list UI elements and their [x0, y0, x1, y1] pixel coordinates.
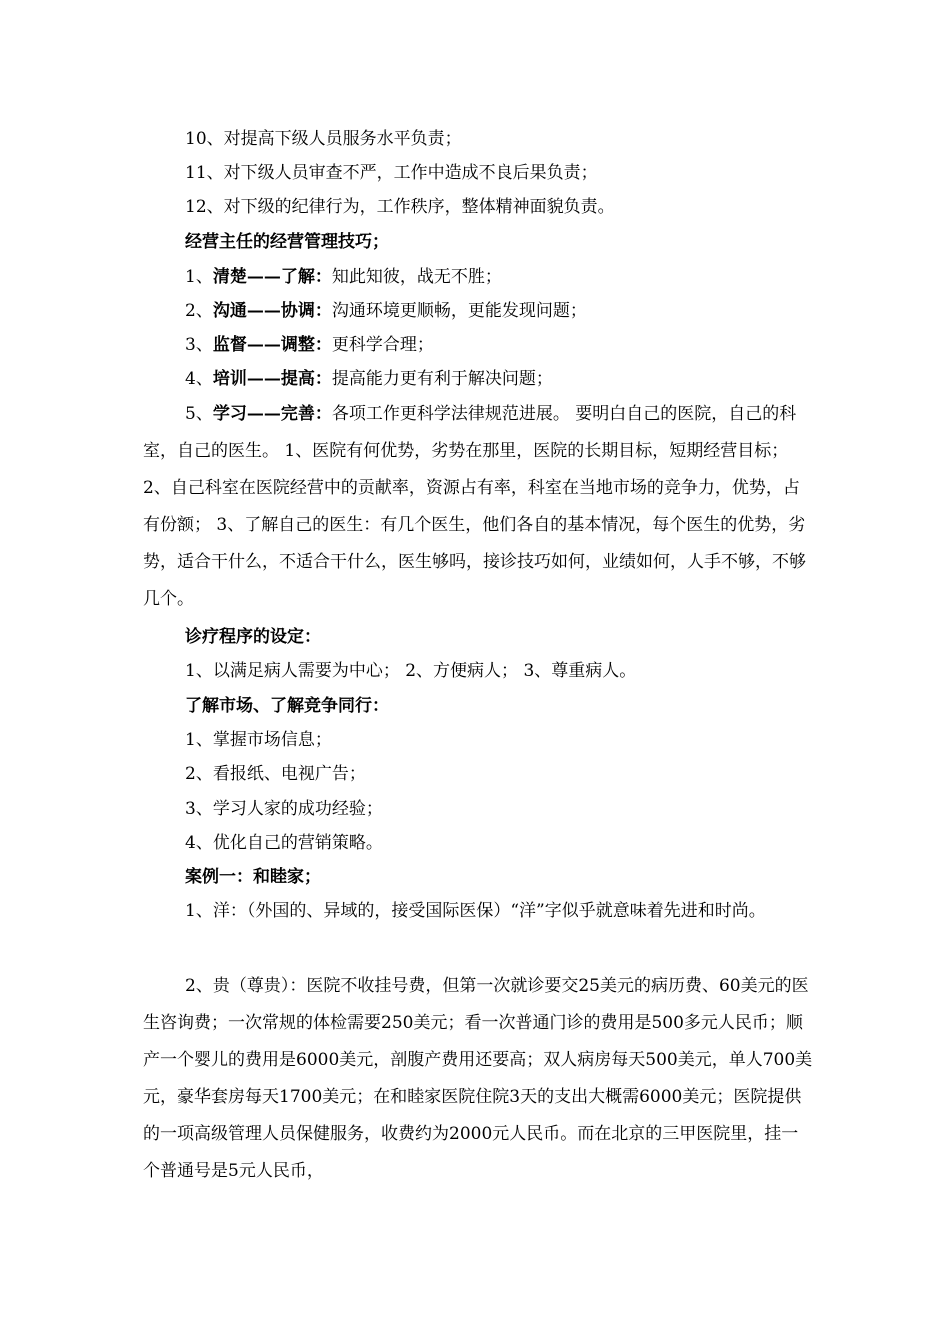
case-item-expensive: 2、贵（尊贵）：医院不收挂号费，但第一次就诊要交25美元的病历费、60美元的医生咨询费；一次常规的体检需要250美元；看一次普通门诊的费用是500多元人民币；顺产一个婴儿的费用是6000美元，剖腹产费用还要高；双人病房每天500美元，单人700美元，豪华套房每天1700美元；在和睦家医院住院3天的支出大概需6000美元；医院提供的一项高级管理人员保健服务，收费约为2000元人民币。而在北京的三甲医院里，挂一个普通号是5元人民币，	[143, 976, 813, 1181]
market-item: 1、掌握市场信息；	[185, 730, 332, 750]
skill-lead: 培训——提高：	[212, 369, 332, 389]
heading-case-one: 案例一：和睦家；	[185, 867, 321, 887]
skill-item-1	[143, 259, 815, 296]
responsibility-line-11: 11、对下级人员审查不严，工作中造成不良后果负责；	[185, 163, 598, 183]
skill-number: 3、	[185, 335, 213, 355]
skill-item-4	[143, 361, 815, 398]
skill-lead: 学习——完善：	[212, 404, 332, 424]
skill-lead: 清楚——了解：	[212, 267, 332, 287]
skill-number: 2、	[185, 301, 213, 321]
skill-text: 沟通环境更顺畅，更能发现问题；	[331, 301, 587, 321]
heading-procedure: 诊疗程序的设定：	[185, 627, 321, 647]
market-item: 3、学习人家的成功经验；	[185, 799, 383, 819]
skill-text: 各项工作更科学法律规范进展。 要明白自己的医院，自己的科室，自己的医生。 1、医院有何优势，劣势在那里，医院的长期目标，短期经营目标； 2、自己科室在医院经营中的贡献率，资源占有率，科室在当地市场的竞争力，优势，占有份额； 3、了解自己的医生：有几个医生，他们各自的基本情况，每个医生的优势，劣势，适合干什么，不适合干什么，医生够吗，接诊技巧如何，业绩如何，人手不够，不够几个。	[143, 404, 806, 609]
skill-item-3	[143, 327, 815, 364]
heading-management-skills: 经营主任的经营管理技巧；	[185, 232, 389, 252]
case-item-foreign: 1、洋：（外国的、异域的，接受国际医保）“洋”字似乎就意味着先进和时尚。	[185, 901, 766, 921]
market-item: 2、看报纸、电视广告；	[185, 764, 366, 784]
responsibility-line-10: 10、对提高下级人员服务水平负责；	[185, 129, 462, 149]
skill-text: 更科学合理；	[331, 335, 434, 355]
heading-market: 了解市场、了解竞争同行：	[185, 696, 389, 716]
market-item: 4、优化自己的营销策略。	[185, 833, 383, 853]
skill-item-2	[143, 293, 815, 330]
skill-text: 提高能力更有利于解决问题；	[331, 369, 553, 389]
skill-lead: 监督——调整：	[212, 335, 332, 355]
skill-lead: 沟通——协调：	[212, 301, 332, 321]
skill-number: 4、	[185, 369, 213, 389]
procedure-text: 1、以满足病人需要为中心； 2、方便病人； 3、尊重病人。	[185, 661, 637, 681]
skill-text: 知此知彼，战无不胜；	[331, 267, 502, 287]
skill-number: 5、	[185, 404, 213, 424]
skill-number: 1、	[185, 267, 213, 287]
skill-item-5	[143, 396, 815, 618]
responsibility-line-12: 12、对下级的纪律行为，工作秩序，整体精神面貌负责。	[185, 197, 615, 217]
